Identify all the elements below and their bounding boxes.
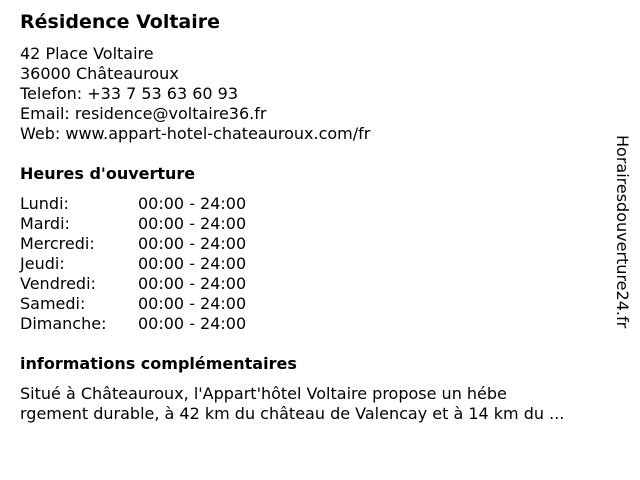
description-text xyxy=(20,384,564,424)
business-name: Résidence Voltaire xyxy=(20,11,221,33)
address-block xyxy=(20,44,370,144)
hours-day: Mardi: xyxy=(20,214,70,233)
website-address: Web: www.appart-hotel-chateauroux.com/fr xyxy=(20,124,371,143)
hours-day: Mercredi: xyxy=(20,234,95,253)
hours-row-tuesday xyxy=(20,214,280,234)
hours-day: Dimanche: xyxy=(20,314,107,333)
city-address: 36000 Châteauroux xyxy=(20,64,179,83)
hours-day: Jeudi: xyxy=(20,254,65,273)
opening-hours-table xyxy=(20,194,280,334)
description-line: Situé à Châteauroux, l'Appart'hôtel Voltaire propose un hébe xyxy=(20,384,507,403)
street-address: 42 Place Voltaire xyxy=(20,44,154,63)
hours-time: 00:00 - 24:00 xyxy=(138,234,247,253)
hours-row-sunday xyxy=(20,314,280,334)
hours-time: 00:00 - 24:00 xyxy=(138,214,247,233)
hours-row-monday xyxy=(20,194,280,214)
hours-day: Samedi: xyxy=(20,294,86,313)
opening-hours-heading: Heures d'ouverture xyxy=(20,164,196,183)
description-line: rgement durable, à 42 km du château de Valencay et à 14 km du ... xyxy=(20,404,565,423)
hours-time: 00:00 - 24:00 xyxy=(138,274,247,293)
phone-number: Telefon: +33 7 53 63 60 93 xyxy=(20,84,239,103)
hours-time: 00:00 - 24:00 xyxy=(138,314,247,333)
hours-row-wednesday xyxy=(20,234,280,254)
site-watermark: Horairesdouverture24.fr xyxy=(613,135,632,329)
email-address: Email: residence@voltaire36.fr xyxy=(20,104,267,123)
hours-time: 00:00 - 24:00 xyxy=(138,294,247,313)
hours-day: Lundi: xyxy=(20,194,69,213)
additional-info-heading: informations complémentaires xyxy=(20,354,297,373)
hours-time: 00:00 - 24:00 xyxy=(138,254,247,273)
hours-row-thursday xyxy=(20,254,280,274)
hours-time: 00:00 - 24:00 xyxy=(138,194,247,213)
hours-row-saturday xyxy=(20,294,280,314)
hours-day: Vendredi: xyxy=(20,274,96,293)
hours-row-friday xyxy=(20,274,280,294)
